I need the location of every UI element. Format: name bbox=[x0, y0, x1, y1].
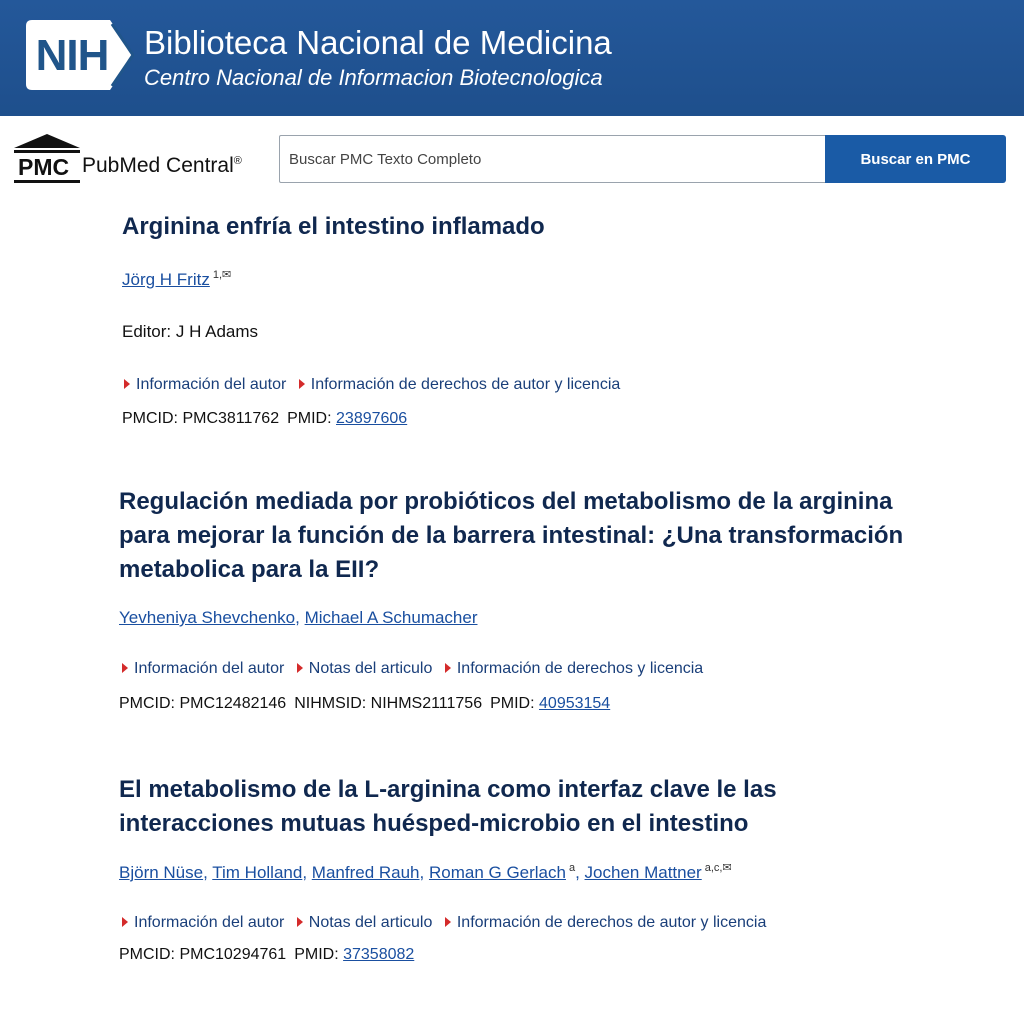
pmid-label: PMID: bbox=[287, 410, 332, 427]
pmid-label: PMID: bbox=[490, 695, 535, 712]
link-label: Información de derechos y licencia bbox=[456, 660, 704, 677]
author-separator: , bbox=[419, 863, 429, 882]
author-list bbox=[119, 608, 478, 628]
link-label: Información del autor bbox=[136, 376, 287, 393]
author-list bbox=[122, 268, 231, 290]
registered-mark: ® bbox=[233, 155, 242, 167]
triangle-right-icon bbox=[445, 663, 451, 673]
pmcid: PMCID: PMC10294761 bbox=[119, 946, 287, 963]
link-label: Información del autor bbox=[134, 914, 285, 931]
author-link[interactable]: Björn Nüse bbox=[119, 863, 204, 882]
triangle-right-icon bbox=[297, 917, 303, 927]
search-input[interactable] bbox=[279, 135, 825, 183]
pmc-abbr: PMC bbox=[18, 154, 70, 180]
article-ids bbox=[119, 946, 414, 964]
site-subtitle: Centro Nacional de Informacion Biotecnologica bbox=[144, 65, 603, 90]
author-separator: , bbox=[295, 608, 305, 627]
triangle-right-icon bbox=[124, 379, 130, 389]
author-link[interactable]: Yevheniya Shevchenko bbox=[119, 608, 296, 627]
triangle-right-icon bbox=[122, 917, 128, 927]
nih-logo-text: NIH bbox=[35, 31, 109, 80]
author-link[interactable]: Tim Holland bbox=[212, 863, 303, 882]
author-link[interactable]: Jörg H Fritz bbox=[122, 270, 210, 289]
triangle-right-icon bbox=[122, 663, 128, 673]
license-info-link[interactable] bbox=[445, 660, 703, 677]
nihmsid: NIHMSID: NIHMS2111756 bbox=[294, 695, 483, 712]
author-link[interactable]: Manfred Rauh bbox=[311, 863, 420, 882]
pmc-name-text: PubMed Central bbox=[82, 154, 234, 177]
triangle-right-icon bbox=[299, 379, 305, 389]
author-info-link[interactable] bbox=[122, 914, 284, 931]
article-notes-link[interactable] bbox=[297, 914, 433, 931]
article-ids bbox=[122, 410, 407, 428]
article-title[interactable]: Arginina enfría el intestino inflamado bbox=[122, 213, 545, 240]
article-links bbox=[124, 376, 628, 394]
article-title[interactable]: Regulación mediada por probióticos del metabolismo de la arginina para mejorar la función de la barrera intestinal: ¿Una transformación metabolica para la EII? bbox=[119, 488, 904, 583]
article-title[interactable]: El metabolismo de la L-arginina como interfaz clave le las interacciones mutuas huésped-microbio en el intestino bbox=[119, 776, 777, 837]
pmc-roof-icon bbox=[14, 134, 80, 154]
site-title: Biblioteca Nacional de Medicina bbox=[144, 24, 612, 61]
author-affiliation: a,c,✉ bbox=[704, 862, 732, 874]
article-links bbox=[122, 660, 711, 678]
pmcid: PMCID: PMC3811762 bbox=[122, 410, 280, 427]
author-list bbox=[119, 861, 732, 883]
author-affiliation: 1,✉ bbox=[212, 269, 232, 281]
link-label: Información del autor bbox=[134, 660, 285, 677]
link-label: Información de derechos de autor y licencia bbox=[310, 376, 621, 393]
pmcid: PMCID: PMC12482146 bbox=[119, 695, 287, 712]
article-editor: Editor: J H Adams bbox=[122, 322, 259, 341]
author-link[interactable]: Jochen Mattner bbox=[584, 863, 702, 882]
pmid-link[interactable]: 37358082 bbox=[343, 946, 415, 963]
author-link[interactable]: Michael A Schumacher bbox=[304, 608, 478, 627]
pmid-label: PMID: bbox=[294, 946, 339, 963]
pmc-logo[interactable] bbox=[14, 134, 264, 186]
author-affiliation: a bbox=[568, 862, 576, 874]
triangle-right-icon bbox=[297, 663, 303, 673]
search-button[interactable]: Buscar en PMC bbox=[825, 135, 1006, 183]
link-label: Información de derechos de autor y licencia bbox=[456, 914, 767, 931]
author-separator: , bbox=[203, 863, 213, 882]
link-label: Notas del articulo bbox=[308, 660, 433, 677]
author-separator: , bbox=[302, 863, 312, 882]
author-info-link[interactable] bbox=[124, 376, 286, 393]
author-link[interactable]: Roman G Gerlach bbox=[428, 863, 566, 882]
pmc-name bbox=[82, 154, 242, 178]
author-info-link[interactable] bbox=[122, 660, 284, 677]
nih-header bbox=[0, 0, 1024, 116]
nih-logo[interactable] bbox=[26, 20, 134, 90]
license-info-link[interactable] bbox=[445, 914, 767, 931]
author-separator: , bbox=[575, 863, 585, 882]
pmid-link[interactable]: 23897606 bbox=[336, 410, 408, 427]
license-info-link[interactable] bbox=[299, 376, 621, 393]
article-links bbox=[122, 914, 774, 932]
article-notes-link[interactable] bbox=[297, 660, 433, 677]
pmid-link[interactable]: 40953154 bbox=[539, 695, 611, 712]
pmc-underline bbox=[14, 180, 80, 183]
article-ids bbox=[119, 695, 610, 713]
link-label: Notas del articulo bbox=[308, 914, 433, 931]
triangle-right-icon bbox=[445, 917, 451, 927]
